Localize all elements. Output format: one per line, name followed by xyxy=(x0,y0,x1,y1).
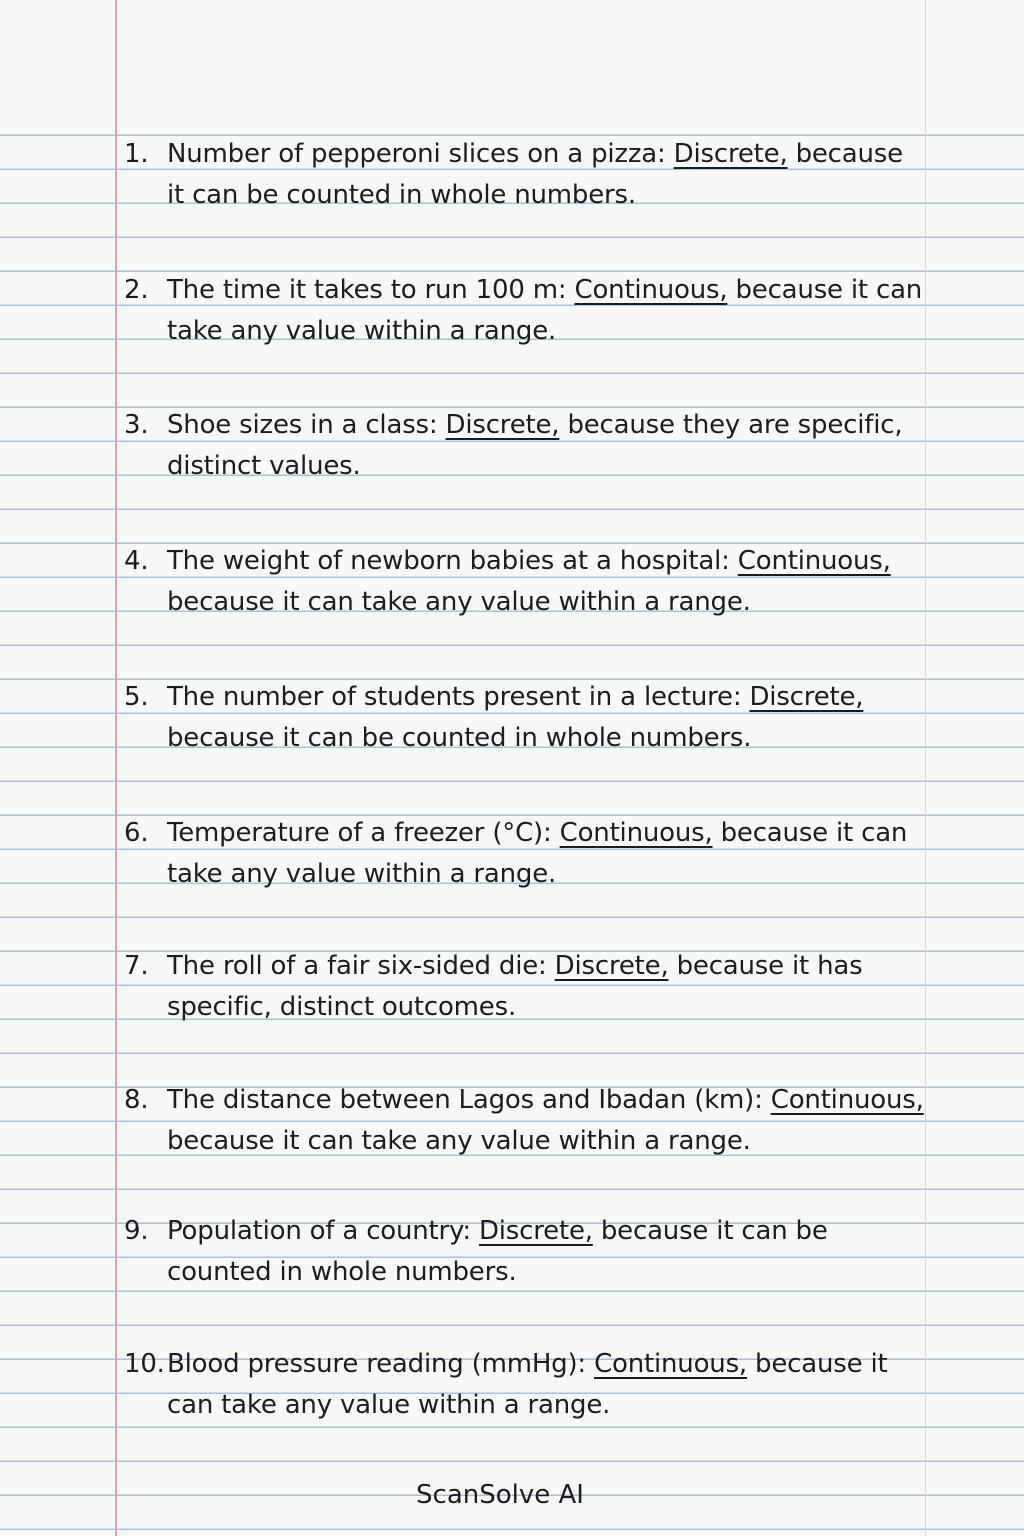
paper-header-space xyxy=(0,0,1024,120)
item-reason: because it can take any value within a range. xyxy=(167,587,751,617)
item-text xyxy=(167,1344,927,1426)
item-question: The roll of a fair six-sided die: xyxy=(167,951,555,981)
item-question: The number of students present in a lecture: xyxy=(167,682,750,712)
item-answer: Continuous, xyxy=(574,275,728,305)
item-reason: because it can take any value within a range. xyxy=(167,1126,751,1156)
item-answer: Continuous, xyxy=(770,1085,924,1115)
item-answer: Discrete, xyxy=(673,139,788,169)
item-answer: Discrete, xyxy=(749,682,864,712)
item-reason: because it can take any value within a range. xyxy=(167,1349,888,1420)
item-question: Population of a country: xyxy=(167,1216,479,1246)
item-answer: Continuous, xyxy=(559,818,713,848)
item-reason: because it can be counted in whole numbers. xyxy=(167,1216,828,1287)
margin-line xyxy=(115,0,117,1536)
item-reason: because it can be counted in whole numbers. xyxy=(167,139,903,210)
item-text xyxy=(167,134,927,216)
item-number: 9. xyxy=(124,1216,149,1246)
item-reason: because it can take any value within a range. xyxy=(167,818,908,889)
item-number: 1. xyxy=(124,139,149,169)
right-margin-line xyxy=(925,0,926,1536)
item-question: The weight of newborn babies at a hospital: xyxy=(167,546,738,576)
item-text xyxy=(167,270,927,352)
item-number: 10. xyxy=(124,1349,165,1379)
item-number: 8. xyxy=(124,1085,149,1115)
item-answer: Discrete, xyxy=(478,1216,593,1246)
item-text xyxy=(167,1211,927,1293)
item-number: 3. xyxy=(124,410,149,440)
item-question: Number of pepperoni slices on a pizza: xyxy=(167,139,674,169)
item-text xyxy=(167,1080,927,1162)
item-number: 7. xyxy=(124,951,149,981)
item-question: The time it takes to run 100 m: xyxy=(167,275,575,305)
item-text xyxy=(167,677,927,759)
item-reason: because it has specific, distinct outcomes. xyxy=(167,951,863,1022)
item-question: The distance between Lagos and Ibadan (km): xyxy=(167,1085,771,1115)
item-answer: Discrete, xyxy=(445,410,560,440)
item-number: 2. xyxy=(124,275,149,305)
item-text xyxy=(167,813,927,895)
footer-brand: ScanSolve AI xyxy=(416,1480,584,1510)
item-text xyxy=(167,541,927,623)
item-number: 4. xyxy=(124,546,149,576)
item-number: 5. xyxy=(124,682,149,712)
item-number: 6. xyxy=(124,818,149,848)
item-reason: because they are specific, distinct values. xyxy=(167,410,903,481)
item-text xyxy=(167,946,927,1028)
item-reason: because it can take any value within a range. xyxy=(167,275,923,346)
item-question: Blood pressure reading (mmHg): xyxy=(167,1349,595,1379)
item-reason: because it can be counted in whole numbers. xyxy=(167,723,752,753)
item-answer: Continuous, xyxy=(737,546,891,576)
item-answer: Continuous, xyxy=(594,1349,747,1379)
item-question: Shoe sizes in a class: xyxy=(167,410,446,440)
item-text xyxy=(167,405,927,487)
item-answer: Discrete, xyxy=(554,951,669,981)
item-question: Temperature of a freezer (°C): xyxy=(167,818,560,848)
